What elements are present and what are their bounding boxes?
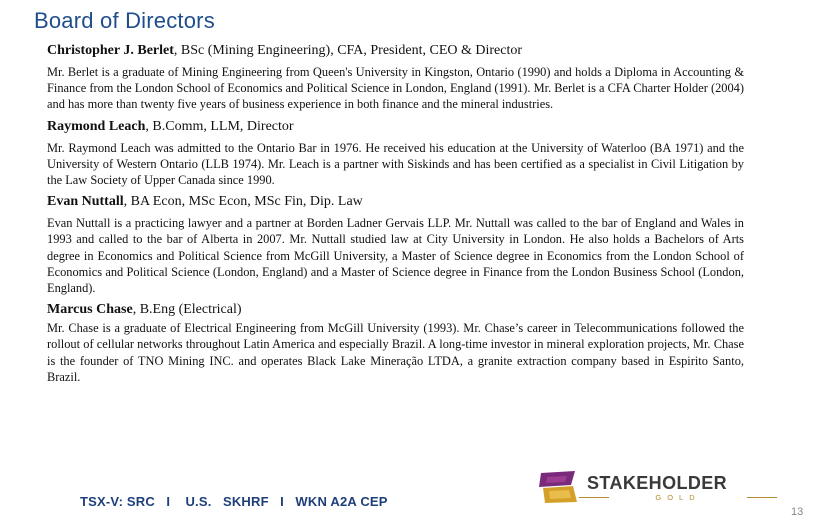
director-bio: Evan Nuttall is a practicing lawyer and a partner at Borden Ladner Gervais LLP. Mr. Nuttall was called to the bar of England and Wales in 1993 and called to the bar of Alberta in 2007. Mr. Nuttall studied law at City University in London. He also holds a Bachelors of Arts degree in Economics and Political Science from McGill University, a Master of Science degree in Economics from the London School of Economics and Political Science (London, England) and a Master of Science degree in Finance from the London Business School (London, England). [47, 216, 744, 296]
director-entry [47, 42, 744, 113]
director-heading [47, 118, 744, 136]
stakeholder-gold-logo-icon [537, 469, 579, 505]
director-name: Christopher J. Berlet [47, 43, 174, 58]
director-credentials: , BSc (Mining Engineering), CFA, President, CEO & Director [173, 43, 523, 58]
director-name: Raymond Leach [47, 118, 146, 134]
director-entry [47, 193, 744, 296]
director-credentials: , B.Eng (Electrical) [132, 302, 242, 318]
footer-ticker: TSX-V: SRC I U.S. SKHRF I WKN A2A CEP [80, 494, 388, 509]
director-bio: Mr. Raymond Leach was admitted to the Ontario Bar in 1976. He received his education at the University of Waterloo (BA 1971) and the University of Western Ontario (LLB 1974). Mr. Leach is a partner with Siskinds and has been certified as a specialist in Civil Litigation by the Law Society of Upper Canada since 1990. [47, 140, 744, 188]
director-name: Marcus Chase [47, 302, 133, 318]
director-name: Evan Nuttall [47, 194, 124, 210]
director-bio: Mr. Berlet is a graduate of Mining Engineering from Queen's University in Kingston, Ontario (1990) and holds a Diploma in Accounting & Finance from the London School of Economics and Political Science in London, England (1991). Mr. Berlet is a CFA Charter Holder (2004) and has more than twenty five years of business experience in both finance and the mineral industries. [47, 65, 744, 112]
logo-subtitle: GOLD [613, 493, 743, 502]
page-number: 13 [791, 506, 804, 518]
director-credentials: , B.Comm, LLM, Director [145, 118, 294, 134]
director-heading [47, 42, 744, 60]
director-bio: Mr. Chase is a graduate of Electrical Engineering from McGill University (1993). Mr. Chase’s career in Telecommunications followed the rollout of cellular networks throughout Latin America and especially Brazil. A long-time investor in mineral exploration projects, Mr. Chase is the founder of TNO Mining INC. and operates Black Lake Mineração LTDA, a granite extraction company based in Espirito Santo, Brazil. [47, 321, 744, 384]
company-logo [537, 469, 757, 505]
page-title: Board of Directors [34, 8, 215, 33]
director-heading [47, 301, 744, 319]
director-entry [47, 118, 744, 189]
director-credentials: , BA Econ, MSc Econ, MSc Fin, Dip. Law [123, 194, 363, 210]
director-heading [47, 193, 744, 211]
director-entry [47, 301, 744, 385]
directors-list [47, 42, 744, 390]
logo-wordmark: STAKEHOLDER [587, 473, 728, 493]
